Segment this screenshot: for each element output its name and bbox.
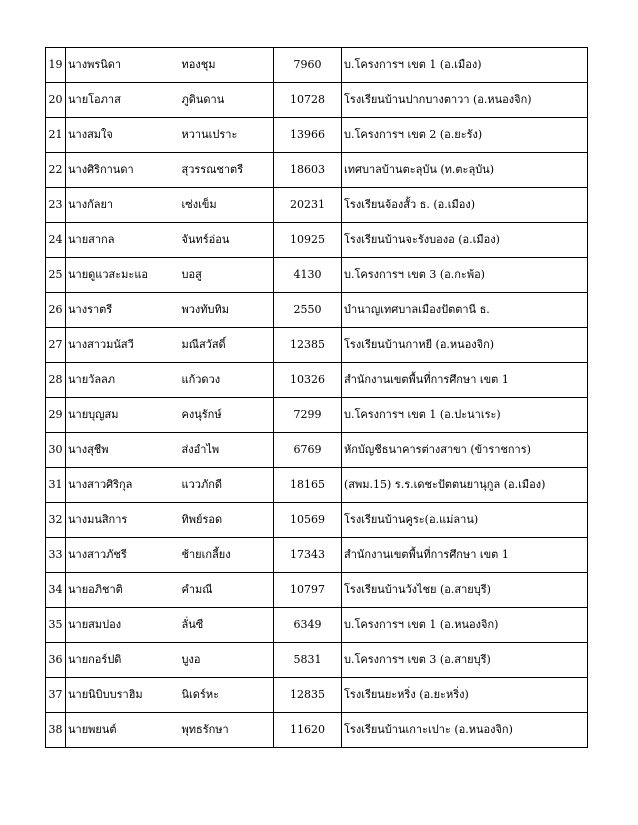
table-row xyxy=(46,713,588,748)
member-last-name: บอสู xyxy=(178,258,274,293)
member-id: 10326 xyxy=(274,363,342,398)
row-number: 23 xyxy=(46,188,66,223)
member-first-name: นายบุญสม xyxy=(66,398,178,433)
table-row xyxy=(46,433,588,468)
table-row xyxy=(46,328,588,363)
member-last-name: พุทธรักษา xyxy=(178,713,274,748)
row-number: 29 xyxy=(46,398,66,433)
member-last-name: พวงทับทิม xyxy=(178,293,274,328)
member-organization: เทศบาลบ้านตะลุบัน (ท.ตะลุบัน) xyxy=(342,153,588,188)
member-first-name: นายวัลลภ xyxy=(66,363,178,398)
member-first-name: นางสุชีพ xyxy=(66,433,178,468)
member-id: 4130 xyxy=(274,258,342,293)
member-organization: บ.โครงการฯ เขต 3 (อ.กะพ้อ) xyxy=(342,258,588,293)
member-organization: โรงเรียนบ้านกาหยี (อ.หนองจิก) xyxy=(342,328,588,363)
member-id: 10728 xyxy=(274,83,342,118)
member-first-name: นางสาวศิริกุล xyxy=(66,468,178,503)
row-number: 19 xyxy=(46,48,66,83)
row-number: 32 xyxy=(46,503,66,538)
row-number: 33 xyxy=(46,538,66,573)
member-last-name: แววภักดี xyxy=(178,468,274,503)
row-number: 20 xyxy=(46,83,66,118)
member-organization: โรงเรียนบ้านคูระ(อ.แม่ลาน) xyxy=(342,503,588,538)
member-last-name: ส่งอำไพ xyxy=(178,433,274,468)
member-first-name: นายโอภาส xyxy=(66,83,178,118)
member-first-name: นางสมใจ xyxy=(66,118,178,153)
member-first-name: นายดูแวสะมะแอ xyxy=(66,258,178,293)
table-row xyxy=(46,293,588,328)
member-organization: บ.โครงการฯ เขต 1 (อ.ปะนาเระ) xyxy=(342,398,588,433)
member-id: 18603 xyxy=(274,153,342,188)
member-id: 20231 xyxy=(274,188,342,223)
table-row xyxy=(46,608,588,643)
member-id: 12835 xyxy=(274,678,342,713)
member-last-name: นิเดร์หะ xyxy=(178,678,274,713)
member-first-name: นางราตรี xyxy=(66,293,178,328)
member-last-name: เซ่งเข็ม xyxy=(178,188,274,223)
member-first-name: นางมนสิการ xyxy=(66,503,178,538)
row-number: 38 xyxy=(46,713,66,748)
member-organization: สำนักงานเขตพื้นที่การศึกษา เขต 1 xyxy=(342,538,588,573)
row-number: 21 xyxy=(46,118,66,153)
table-row xyxy=(46,83,588,118)
member-last-name: คงนุรักษ์ xyxy=(178,398,274,433)
member-organization: โรงเรียนยะหริ่ง (อ.ยะหริ่ง) xyxy=(342,678,588,713)
member-organization: โรงเรียนบ้านปากบางตาวา (อ.หนองจิก) xyxy=(342,83,588,118)
member-last-name: ลั่นซี xyxy=(178,608,274,643)
row-number: 30 xyxy=(46,433,66,468)
member-first-name: นายอภิชาติ xyxy=(66,573,178,608)
member-last-name: แก้วดวง xyxy=(178,363,274,398)
row-number: 37 xyxy=(46,678,66,713)
row-number: 35 xyxy=(46,608,66,643)
member-organization: บ.โครงการฯ เขต 3 (อ.สายบุรี) xyxy=(342,643,588,678)
row-number: 25 xyxy=(46,258,66,293)
member-first-name: นายกอร์ปดิ xyxy=(66,643,178,678)
table-row xyxy=(46,188,588,223)
member-last-name: หวานเปราะ xyxy=(178,118,274,153)
member-organization: โรงเรียนบ้านเกาะเปาะ (อ.หนองจิก) xyxy=(342,713,588,748)
member-organization: โรงเรียนจ้องสั้ว ธ. (อ.เมือง) xyxy=(342,188,588,223)
table-row xyxy=(46,153,588,188)
member-last-name: ช้ายเกลี้ยง xyxy=(178,538,274,573)
member-id: 11620 xyxy=(274,713,342,748)
member-last-name: ทองชุม xyxy=(178,48,274,83)
table-row xyxy=(46,678,588,713)
member-first-name: นางพรนิดา xyxy=(66,48,178,83)
member-first-name: นายนิบิบบราฮิม xyxy=(66,678,178,713)
table-row xyxy=(46,468,588,503)
member-organization: บำนาญเทศบาลเมืองปัตตานี ธ. xyxy=(342,293,588,328)
member-id: 2550 xyxy=(274,293,342,328)
member-id: 7960 xyxy=(274,48,342,83)
row-number: 24 xyxy=(46,223,66,258)
member-organization: บ.โครงการฯ เขต 1 (อ.เมือง) xyxy=(342,48,588,83)
member-table xyxy=(45,47,588,748)
table-row xyxy=(46,503,588,538)
member-id: 10569 xyxy=(274,503,342,538)
member-id: 12385 xyxy=(274,328,342,363)
table-row xyxy=(46,363,588,398)
table-row xyxy=(46,223,588,258)
member-organization: (สพม.15) ร.ร.เดชะปัตตนยานุกูล (อ.เมือง) xyxy=(342,468,588,503)
member-organization: บ.โครงการฯ เขต 1 (อ.หนองจิก) xyxy=(342,608,588,643)
member-id: 10925 xyxy=(274,223,342,258)
member-id: 13966 xyxy=(274,118,342,153)
member-last-name: ภูดินดาน xyxy=(178,83,274,118)
member-organization: หักบัญชีธนาคารต่างสาขา (ข้าราชการ) xyxy=(342,433,588,468)
member-id: 6349 xyxy=(274,608,342,643)
member-first-name: นายสมปอง xyxy=(66,608,178,643)
row-number: 31 xyxy=(46,468,66,503)
member-id: 5831 xyxy=(274,643,342,678)
table-row xyxy=(46,643,588,678)
member-last-name: บูงอ xyxy=(178,643,274,678)
member-last-name: ทิพย์รอด xyxy=(178,503,274,538)
row-number: 28 xyxy=(46,363,66,398)
row-number: 34 xyxy=(46,573,66,608)
row-number: 27 xyxy=(46,328,66,363)
table-row xyxy=(46,258,588,293)
member-last-name: จันทร์อ่อน xyxy=(178,223,274,258)
member-first-name: นางศิริกานดา xyxy=(66,153,178,188)
member-table-body xyxy=(46,48,588,748)
row-number: 22 xyxy=(46,153,66,188)
member-first-name: นายพยนต์ xyxy=(66,713,178,748)
table-row xyxy=(46,118,588,153)
table-row xyxy=(46,398,588,433)
member-organization: โรงเรียนบ้านจะรังบองอ (อ.เมือง) xyxy=(342,223,588,258)
member-first-name: นางสาวมนัสวี xyxy=(66,328,178,363)
member-first-name: นางสาวภัชรี xyxy=(66,538,178,573)
member-organization: บ.โครงการฯ เขต 2 (อ.ยะรัง) xyxy=(342,118,588,153)
member-last-name: คำมณี xyxy=(178,573,274,608)
table-row xyxy=(46,538,588,573)
member-organization: โรงเรียนบ้านวังไชย (อ.สายบุรี) xyxy=(342,573,588,608)
member-id: 6769 xyxy=(274,433,342,468)
member-id: 17343 xyxy=(274,538,342,573)
member-id: 18165 xyxy=(274,468,342,503)
member-first-name: นางกัลยา xyxy=(66,188,178,223)
table-row xyxy=(46,573,588,608)
row-number: 26 xyxy=(46,293,66,328)
member-last-name: มณีสวัสดิ์ xyxy=(178,328,274,363)
row-number: 36 xyxy=(46,643,66,678)
table-row xyxy=(46,48,588,83)
member-id: 7299 xyxy=(274,398,342,433)
member-last-name: สุวรรณชาตรี xyxy=(178,153,274,188)
member-first-name: นายสากล xyxy=(66,223,178,258)
member-organization: สำนักงานเขตพื้นที่การศึกษา เขต 1 xyxy=(342,363,588,398)
member-id: 10797 xyxy=(274,573,342,608)
